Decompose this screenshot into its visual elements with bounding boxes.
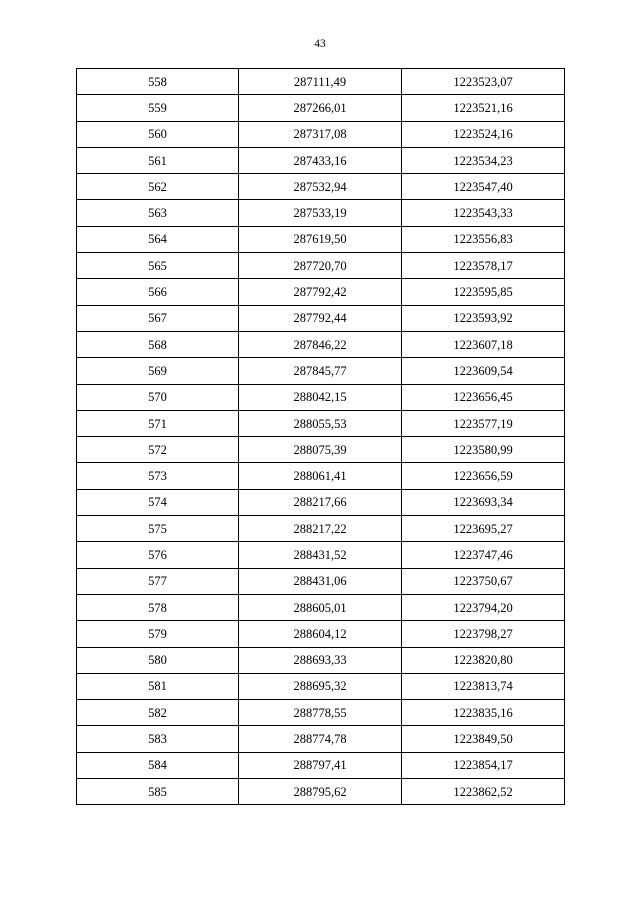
x-coordinate-cell: 288061,41 [239,463,402,489]
table-row [77,200,565,226]
table-row [77,673,565,699]
y-coordinate-cell: 1223862,52 [402,779,565,805]
x-coordinate-cell: 288075,39 [239,437,402,463]
point-number-cell: 577 [77,568,239,594]
table-row [77,174,565,200]
x-coordinate-cell: 287846,22 [239,331,402,357]
y-coordinate-cell: 1223813,74 [402,673,565,699]
x-coordinate-cell: 287619,50 [239,226,402,252]
x-coordinate-cell: 287720,70 [239,253,402,279]
point-number-cell: 582 [77,700,239,726]
point-number-cell: 563 [77,200,239,226]
x-coordinate-cell: 288693,33 [239,647,402,673]
page-number: 43 [314,38,326,50]
y-coordinate-cell: 1223595,85 [402,279,565,305]
x-coordinate-cell: 288042,15 [239,384,402,410]
y-coordinate-cell: 1223593,92 [402,305,565,331]
table-row [77,779,565,805]
x-coordinate-cell: 287792,44 [239,305,402,331]
table-row [77,226,565,252]
point-number-cell: 581 [77,673,239,699]
x-coordinate-cell: 288797,41 [239,752,402,778]
y-coordinate-cell: 1223523,07 [402,69,565,95]
point-number-cell: 583 [77,726,239,752]
table-row [77,279,565,305]
y-coordinate-cell: 1223580,99 [402,437,565,463]
point-number-cell: 567 [77,305,239,331]
point-number-cell: 561 [77,147,239,173]
table-row [77,752,565,778]
x-coordinate-cell: 288774,78 [239,726,402,752]
table-row [77,489,565,515]
point-number-cell: 558 [77,69,239,95]
point-number-cell: 578 [77,594,239,620]
x-coordinate-cell: 288778,55 [239,700,402,726]
x-coordinate-cell: 287532,94 [239,174,402,200]
x-coordinate-cell: 287533,19 [239,200,402,226]
table-row [77,621,565,647]
x-coordinate-cell: 288217,66 [239,489,402,515]
x-coordinate-cell: 288431,06 [239,568,402,594]
point-number-cell: 584 [77,752,239,778]
table-row [77,95,565,121]
point-number-cell: 568 [77,331,239,357]
table-row [77,147,565,173]
y-coordinate-cell: 1223656,59 [402,463,565,489]
y-coordinate-cell: 1223849,50 [402,726,565,752]
y-coordinate-cell: 1223547,40 [402,174,565,200]
y-coordinate-cell: 1223556,83 [402,226,565,252]
table-row [77,700,565,726]
y-coordinate-cell: 1223521,16 [402,95,565,121]
point-number-cell: 585 [77,779,239,805]
y-coordinate-cell: 1223695,27 [402,516,565,542]
table-row [77,253,565,279]
table-row [77,568,565,594]
table-row [77,410,565,436]
point-number-cell: 579 [77,621,239,647]
table-row [77,726,565,752]
table-row [77,358,565,384]
y-coordinate-cell: 1223750,67 [402,568,565,594]
x-coordinate-cell: 287266,01 [239,95,402,121]
y-coordinate-cell: 1223656,45 [402,384,565,410]
y-coordinate-cell: 1223794,20 [402,594,565,620]
point-number-cell: 574 [77,489,239,515]
y-coordinate-cell: 1223578,17 [402,253,565,279]
table-row [77,516,565,542]
x-coordinate-cell: 288605,01 [239,594,402,620]
table-row [77,437,565,463]
table-row [77,594,565,620]
x-coordinate-cell: 287111,49 [239,69,402,95]
point-number-cell: 573 [77,463,239,489]
coordinates-table-body [77,69,565,805]
point-number-cell: 566 [77,279,239,305]
y-coordinate-cell: 1223534,23 [402,147,565,173]
x-coordinate-cell: 287792,42 [239,279,402,305]
table-row [77,121,565,147]
x-coordinate-cell: 288055,53 [239,410,402,436]
y-coordinate-cell: 1223577,19 [402,410,565,436]
point-number-cell: 580 [77,647,239,673]
x-coordinate-cell: 287317,08 [239,121,402,147]
x-coordinate-cell: 287433,16 [239,147,402,173]
y-coordinate-cell: 1223524,16 [402,121,565,147]
point-number-cell: 569 [77,358,239,384]
table-row [77,305,565,331]
table-row [77,463,565,489]
y-coordinate-cell: 1223543,33 [402,200,565,226]
y-coordinate-cell: 1223798,27 [402,621,565,647]
table-row [77,647,565,673]
point-number-cell: 572 [77,437,239,463]
x-coordinate-cell: 288695,32 [239,673,402,699]
y-coordinate-cell: 1223609,54 [402,358,565,384]
x-coordinate-cell: 288431,52 [239,542,402,568]
table-row [77,542,565,568]
y-coordinate-cell: 1223747,46 [402,542,565,568]
point-number-cell: 559 [77,95,239,121]
y-coordinate-cell: 1223607,18 [402,331,565,357]
x-coordinate-cell: 288795,62 [239,779,402,805]
point-number-cell: 560 [77,121,239,147]
table-row [77,331,565,357]
y-coordinate-cell: 1223854,17 [402,752,565,778]
point-number-cell: 576 [77,542,239,568]
point-number-cell: 565 [77,253,239,279]
table-row [77,384,565,410]
point-number-cell: 562 [77,174,239,200]
table-row [77,69,565,95]
y-coordinate-cell: 1223820,80 [402,647,565,673]
x-coordinate-cell: 287845,77 [239,358,402,384]
point-number-cell: 570 [77,384,239,410]
y-coordinate-cell: 1223835,16 [402,700,565,726]
coordinates-table [76,68,565,805]
point-number-cell: 564 [77,226,239,252]
y-coordinate-cell: 1223693,34 [402,489,565,515]
x-coordinate-cell: 288217,22 [239,516,402,542]
point-number-cell: 575 [77,516,239,542]
point-number-cell: 571 [77,410,239,436]
x-coordinate-cell: 288604,12 [239,621,402,647]
